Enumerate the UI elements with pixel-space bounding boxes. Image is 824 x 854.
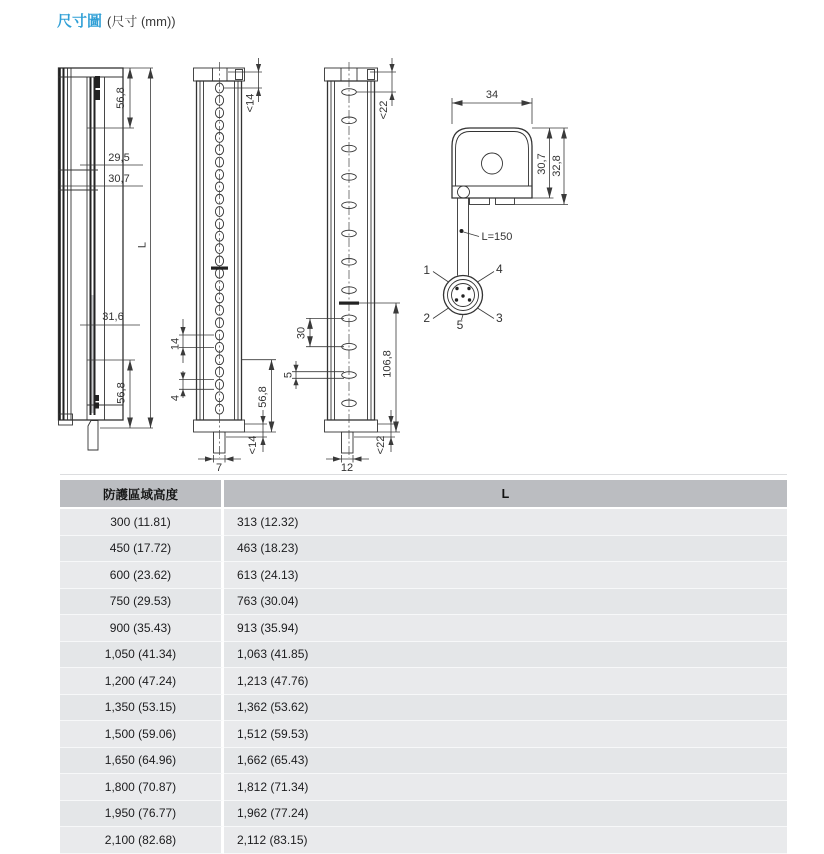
height-cell: 1,800 (70.87) [60, 774, 224, 801]
table-row [60, 801, 787, 828]
dim-label-gap-top-coarse: <22 [378, 100, 390, 120]
section-title-text: 尺寸圖 [57, 13, 103, 30]
dim-label-31-6: 31,6 [102, 311, 124, 323]
dim-label-bottom-height: 56,8 [115, 382, 128, 404]
table-row [60, 615, 787, 642]
height-cell: 750 (29.53) [60, 589, 224, 616]
dim-label-section-width: 34 [485, 89, 499, 101]
dim-label-stub-width-coarse: 12 [340, 462, 354, 474]
length-cell: 313 (12.32) [224, 509, 787, 536]
pin-label-5: 5 [456, 318, 464, 332]
section-title [57, 10, 176, 31]
height-cell: 2,100 (82.68) [60, 827, 224, 854]
dim-label-stub-width-fine: 7 [215, 462, 223, 474]
section-title-unit: (尺寸 (mm)) [107, 14, 176, 29]
length-cell: 463 (18.23) [224, 536, 787, 563]
height-cell: 1,200 (47.24) [60, 668, 224, 695]
height-cell: 450 (17.72) [60, 536, 224, 563]
table-row [60, 695, 787, 722]
table-row [60, 509, 787, 536]
dim-label-height-outer: 32,8 [551, 155, 563, 177]
dim-label-beam-size-fine: 4 [169, 394, 182, 402]
dim-label-gap-bottom-coarse: <22 [375, 435, 387, 455]
dim-label-total-length: L [136, 241, 149, 249]
col-header-protective-field-height: 防護區域高度 [60, 480, 224, 509]
height-cell: 600 (23.62) [60, 562, 224, 589]
pin-label-2: 2 [423, 311, 430, 325]
length-cell: 1,362 (53.62) [224, 695, 787, 722]
dim-label-top-height: 56,8 [115, 87, 127, 109]
dim-label-30-7: 30,7 [108, 173, 130, 185]
length-cell: 1,063 (41.85) [224, 642, 787, 669]
sync-beam-marker-coarse [339, 302, 359, 305]
front-view-fine-drawing [170, 58, 277, 474]
length-cell: 913 (35.94) [224, 615, 787, 642]
cable-length-label: L=150 [481, 231, 513, 243]
length-cell: 613 (24.13) [224, 562, 787, 589]
height-cell: 1,950 (76.77) [60, 801, 224, 828]
pin-label-3: 3 [496, 311, 503, 325]
table-row [60, 774, 787, 801]
dim-label-beam-pitch-coarse: 30 [295, 326, 308, 340]
height-cell: 300 (11.81) [60, 509, 224, 536]
dimension-figure [0, 55, 824, 475]
length-cell: 1,662 (65.43) [224, 748, 787, 775]
profile-hole [482, 153, 503, 174]
table-body [60, 509, 787, 854]
dim-label-beam-pitch-fine: 14 [169, 337, 182, 351]
col-header-length: L [224, 480, 787, 509]
table-row [60, 562, 787, 589]
table-row [60, 589, 787, 616]
cross-section-drawing [423, 89, 568, 332]
height-cell: 1,650 (64.96) [60, 748, 224, 775]
dim-label-gap-top-fine: <14 [244, 93, 257, 113]
table-row [60, 721, 787, 748]
dim-label-bottom-height-coarse: 106,8 [381, 350, 394, 378]
height-cell: 1,500 (59.06) [60, 721, 224, 748]
length-cell: 1,812 (71.34) [224, 774, 787, 801]
dim-label-height-inner: 30,7 [536, 153, 548, 175]
table-row [60, 748, 787, 775]
hinge-pivot [458, 186, 470, 198]
table-header-row [60, 480, 787, 509]
table-row [60, 827, 787, 854]
height-cell: 900 (35.43) [60, 615, 224, 642]
length-cell: 1,512 (59.53) [224, 721, 787, 748]
dim-label-29-5: 29,5 [108, 152, 130, 164]
table-row [60, 642, 787, 669]
side-view-connector-stub [88, 421, 98, 451]
height-cell: 1,350 (53.15) [60, 695, 224, 722]
pin-label-1: 1 [423, 263, 430, 277]
table-row [60, 668, 787, 695]
length-cell: 1,962 (77.24) [224, 801, 787, 828]
front-view-coarse-drawing [283, 58, 401, 474]
sync-beam-marker-fine [211, 267, 228, 270]
section-divider [60, 474, 787, 475]
dim-label-gap-bottom-fine: <14 [247, 435, 259, 455]
length-cell: 1,213 (47.76) [224, 668, 787, 695]
connector-pinout [423, 262, 503, 332]
height-cell: 1,050 (41.34) [60, 642, 224, 669]
dimension-table [60, 480, 787, 854]
dim-label-beam-size-coarse: 5 [282, 371, 295, 379]
side-view-drawing [59, 68, 154, 450]
length-cell: 2,112 (83.15) [224, 827, 787, 854]
dim-label-bottom-height-fine: 56,8 [257, 386, 269, 408]
table-row [60, 536, 787, 563]
length-cell: 763 (30.04) [224, 589, 787, 616]
pin-label-4: 4 [496, 262, 503, 276]
